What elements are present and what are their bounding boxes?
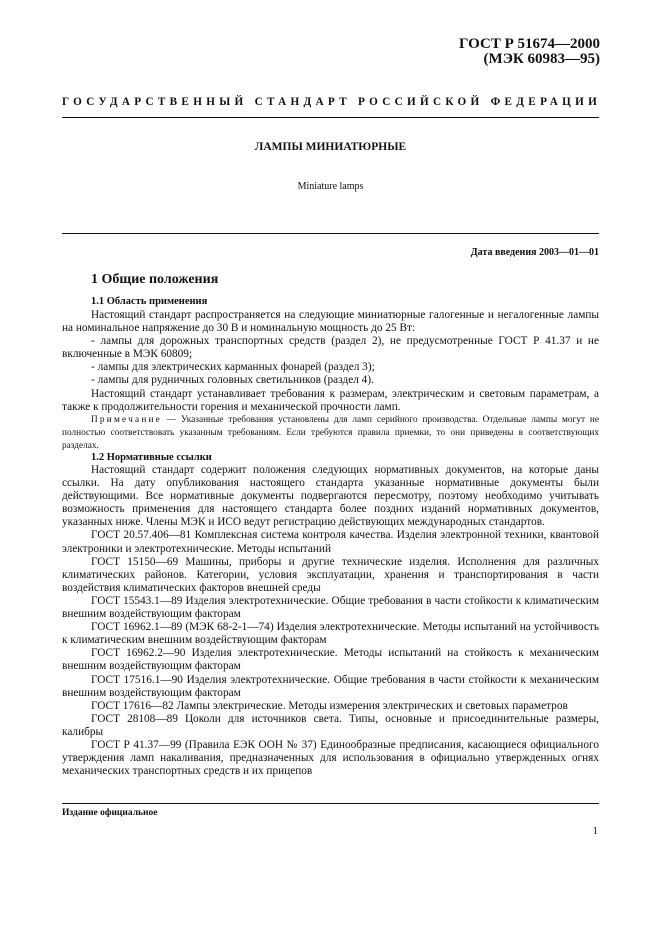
document-title: ЛАМПЫ МИНИАТЮРНЫЕ bbox=[254, 141, 407, 153]
reference-item: ГОСТ 16962.2—90 Изделия электротехнические. Методы испытаний на стойкость к механическим внешним воздействующим факторам bbox=[62, 647, 599, 673]
state-standard-title: ГОСУДАРСТВЕННЫЙ СТАНДАРТ РОССИЙСКОЙ ФЕДЕРАЦИИ bbox=[62, 96, 602, 108]
reference-item: ГОСТ 15150—69 Машины, приборы и другие технические изделия. Исполнения для различных климатических районов. Категории, условия эксплуатации, хранения и транспортирования в части воздействия климатических факторов внешней среды bbox=[62, 555, 599, 594]
reference-item: ГОСТ 16962.1—89 (МЭК 68-2-1—74) Изделия электротехнические. Методы испытаний на устойчивость к климатическим внешним воздействующим факторам bbox=[62, 621, 599, 647]
list-item: - лампы для электрических карманных фонарей (раздел 3); bbox=[91, 361, 375, 374]
note-label: Примечание bbox=[91, 415, 162, 425]
list-item: - лампы для рудничных головных светильников (раздел 4). bbox=[91, 374, 374, 387]
scope-text bbox=[62, 309, 599, 414]
reference-item: ГОСТ 20.57.406—81 Комплексная система контроля качества. Изделия электронной техники, квантовой электроники и электротехнические. Методы испытаний bbox=[62, 529, 599, 555]
reference-item: ГОСТ 17616—82 Лампы электрические. Методы измерения электрических и световых параметров bbox=[91, 699, 568, 712]
footer-rule bbox=[62, 803, 599, 804]
paragraph: Настоящий стандарт содержит положения следующих нормативных документов, на которые даны ссылки. На дату опубликования настоящего стандарта указанные нормативные документы были действующими. Все нормативные документы подвергаются пересмотру, поэтому необходимо учитывать возможность применения для настоящего стандарта более поздних изданий нормативных документов, указанных ниже. Члены МЭК и ИСО ведут регистрацию действующих международных стандартов. bbox=[62, 464, 599, 529]
subsection-heading-references: 1.2 Нормативные ссылки bbox=[91, 452, 212, 463]
reference-item: ГОСТ 15543.1—89 Изделия электротехнические. Общие требования в части стойкости к климатическим внешним воздействующим факторам bbox=[62, 594, 599, 621]
title-rule bbox=[62, 233, 599, 234]
reference-item: ГОСТ 17516.1—90 Изделия электротехнические. Общие требования в части стойкости к механическим внешним воздействующим факторам bbox=[62, 673, 599, 699]
list-item: - лампы для дорожных транспортных средств (раздел 2), не предусмотренные ГОСТ Р 41.37 и не включенные в МЭК 60809; bbox=[62, 335, 599, 361]
reference-item: ГОСТ Р 41.37—99 (Правила ЕЭК ООН № 37) Единообразные предписания, касающиеся официального утверждения ламп накаливания, предназначенных для использования в официально утвержденных огнях механических транспортных средств и их прицепов bbox=[62, 738, 599, 778]
standard-code-line2: (МЭК 60983—95) bbox=[483, 51, 600, 67]
official-edition-label: Издание официальное bbox=[62, 808, 158, 818]
note bbox=[62, 414, 599, 453]
reference-item: ГОСТ 28108—89 Цоколи для источников света. Типы, основные и присоединительные размеры, калибры bbox=[62, 712, 599, 738]
subsection-heading-scope: 1.1 Область применения bbox=[91, 296, 208, 307]
document-title-english: Miniature lamps bbox=[297, 181, 364, 192]
header-rule bbox=[62, 117, 599, 118]
standard-code bbox=[459, 37, 600, 67]
references-text bbox=[62, 464, 599, 778]
page-number: 1 bbox=[592, 825, 598, 837]
standard-code-line1: ГОСТ Р 51674—2000 bbox=[458, 36, 600, 52]
introduction-date: Дата введения 2003—01—01 bbox=[470, 247, 599, 258]
paragraph: Настоящий стандарт распространяется на следующие миниатюрные галогенные и негалогенные лампы на номинальное напряжение до 30 В и номинальную мощность до 25 Вт: bbox=[62, 309, 599, 335]
paragraph: Настоящий стандарт устанавливает требования к размерам, электрическим и световым параметрам, а также к продолжительности горения и механической прочности ламп. bbox=[62, 387, 599, 413]
section-heading: 1 Общие положения bbox=[91, 272, 219, 287]
note-text: — Указанные требования установлены для ламп серийного производства. Отдельные лампы могут не полностью соответствовать указанным требованиям. Если требуются правила приемки, то они приведены в соответствующих разделах. bbox=[62, 415, 599, 451]
